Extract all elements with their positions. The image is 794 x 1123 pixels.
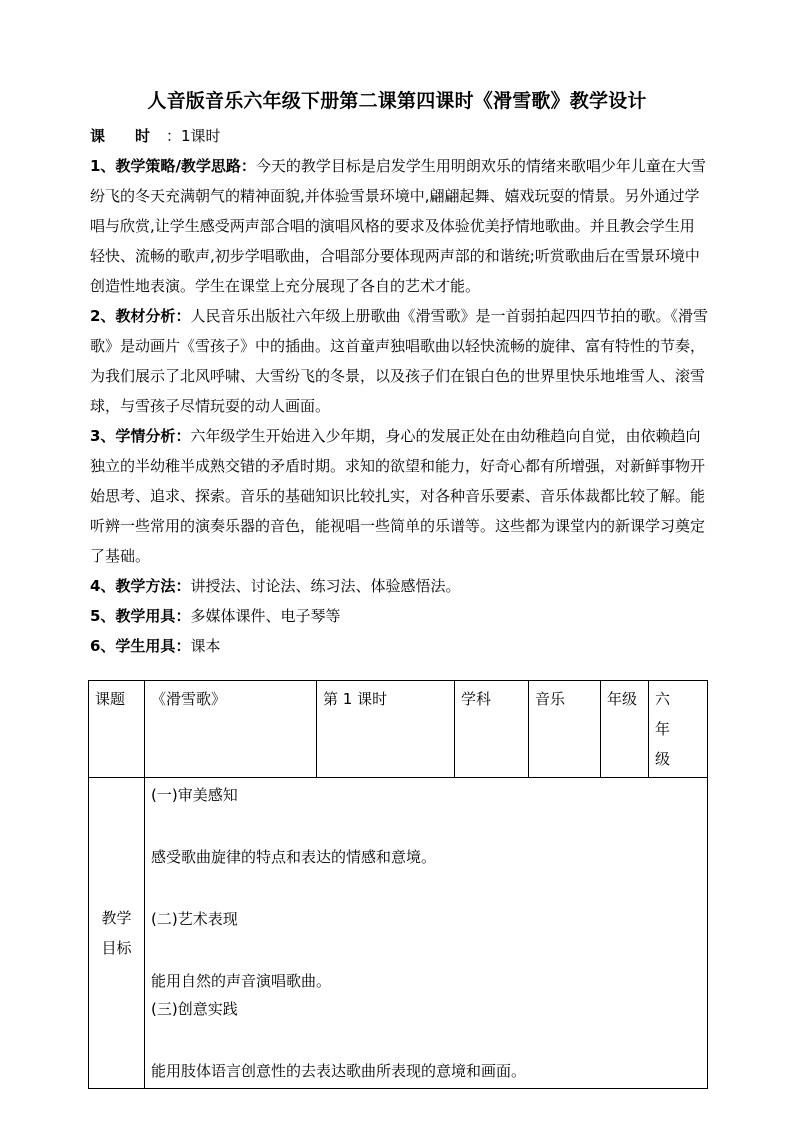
spacer <box>151 933 701 967</box>
goal-heading: (一)审美感知 <box>151 786 238 804</box>
goal-text: 能用肢体语言创意性的去表达歌曲所表现的意境和画面。 <box>151 1062 527 1080</box>
intro-section <box>90 121 708 661</box>
lesson-plan-table <box>88 680 708 1089</box>
subject-label-cell: 学科 <box>455 681 529 778</box>
section-text: 多媒体课件、电子琴等 <box>190 607 341 625</box>
section-strategy <box>90 151 708 301</box>
section-label: 2、教材分析： <box>90 307 191 325</box>
teaching-goals-row <box>89 778 708 1089</box>
lesson-time-label: 课 时 <box>90 127 151 145</box>
goal-heading: (二)艺术表现 <box>151 910 238 928</box>
goals-label-cell: 教学目标 <box>89 778 145 1089</box>
lesson-time-line <box>90 121 708 151</box>
section-label: 6、学生用具： <box>90 637 191 655</box>
section-label: 5、教学用具： <box>90 607 191 625</box>
section-text: 六年级学生开始进入少年期，身心的发展正处在由幼稚趋向自觉，由依赖趋向独立的半幼稚半成熟交错的矛盾时期。求知的欲望和能力，好奇心都有所增强，对新鲜事物开始思考、追求、探索。音乐的基础知识比较扎实，对各种音乐要素、音乐体裁都比较了解。能听辨一些常用的演奏乐器的音色，能视唱一些简单的乐谱等。这些都为课堂内的新课学习奠定了基础。 <box>90 427 706 565</box>
table-header-row <box>89 681 708 778</box>
topic-value-cell: 《滑雪歌》 <box>145 681 317 778</box>
section-text: 今天的教学目标是启发学生用明朗欢乐的情绪来歌唱少年儿童在大雪纷飞的冬天充满朝气的精神面貌,并体验雪景环境中,翩翩起舞、嬉戏玩耍的情景。另外通过学唱与欣赏,让学生感受两声部合唱的演唱风格的要求及体验优美抒情地歌曲。并且教会学生用轻快、流畅的歌声,初步学唱歌曲，合唱部分要体现两声部的和谐统;听赏歌曲后在雪景环境中创造性地表演。学生在课堂上充分展现了各自的艺术才能。 <box>90 157 706 295</box>
grade-value-cell: 六年级 <box>649 681 708 778</box>
section-text: 讲授法、讨论法、练习法、体验感悟法。 <box>190 577 461 595</box>
goal-text: 能用自然的声音演唱歌曲。 <box>151 972 332 990</box>
spacer <box>151 871 701 905</box>
section-label: 4、教学方法： <box>90 577 191 595</box>
lesson-time-value: 1课时 <box>181 127 221 145</box>
spacer <box>151 809 701 843</box>
goal-text: 感受歌曲旋律的特点和表达的情感和意境。 <box>151 848 437 866</box>
section-student-tools <box>90 631 708 661</box>
section-material-analysis <box>90 301 708 421</box>
spacer <box>151 1023 701 1057</box>
section-label: 1、教学策略/教学思路： <box>90 157 256 175</box>
section-text: 人民音乐出版社六年级上册歌曲《滑雪歌》是一首弱拍起四四节拍的歌。《滑雪歌》是动画片《雪孩子》中的插曲。这首童声独唱歌曲以轻快流畅的旋律、富有特性的节奏，为我们展示了北风呼啸、大雪纷飞的冬景，以及孩子们在银白色的世界里快乐地堆雪人、滚雪球，与雪孩子尽情玩耍的动人画面。 <box>90 307 708 415</box>
subject-value-cell: 音乐 <box>529 681 601 778</box>
section-teaching-tools <box>90 601 708 631</box>
page-title: 人音版音乐六年级下册第二课第四课时《滑雪歌》教学设计 <box>147 90 647 112</box>
section-student-analysis <box>90 421 708 571</box>
lesson-time-colon: ： <box>166 127 182 145</box>
topic-label-cell: 课题 <box>89 681 145 778</box>
goals-content-cell <box>145 778 708 1089</box>
section-label: 3、学情分析： <box>90 427 191 445</box>
section-teaching-methods <box>90 571 708 601</box>
goal-heading: (三)创意实践 <box>151 1000 238 1018</box>
goals-list <box>151 781 701 1085</box>
section-text: 课本 <box>190 637 221 655</box>
grade-label-cell: 年级 <box>601 681 649 778</box>
period-cell: 第 1 课时 <box>317 681 455 778</box>
